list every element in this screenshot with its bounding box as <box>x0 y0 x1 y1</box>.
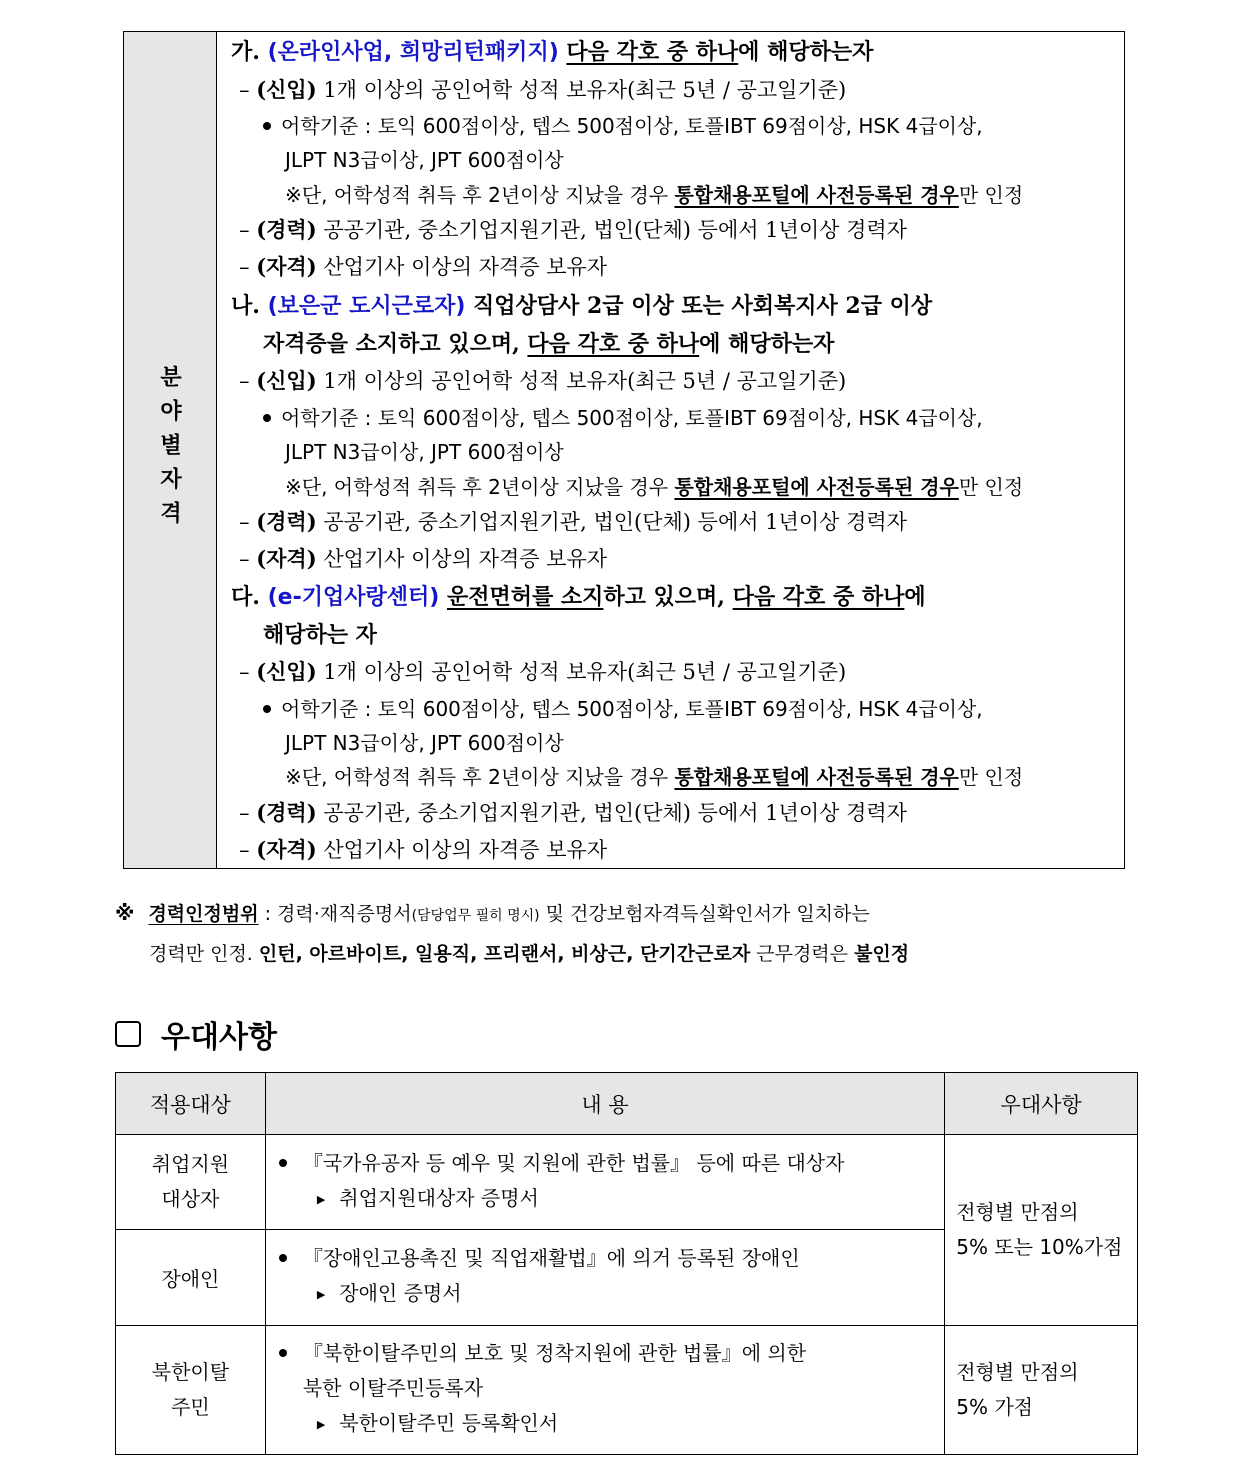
program-name: (e-기업사랑센터) <box>267 585 440 610</box>
career-note-bold: 인턴, 아르바이트, 일용직, 프리랜서, 비상근, 단기간근로자 <box>258 943 751 965</box>
section-ga-heading <box>231 37 873 68</box>
perk-text: 5% 또는 10%가점 <box>956 1235 1123 1259</box>
career-text: 공공기관, 중소기업지원기관, 법인(단체) 등에서 1년이상 경력자 <box>316 218 907 242</box>
section-da-heading <box>231 582 926 613</box>
newcomer-text: 1개 이상의 공인어학 성적 보유자(최근 5년 / 공고일기준) <box>316 78 847 102</box>
newcomer-line: – (신입) 1개 이상의 공인어학 성적 보유자(최근 5년 / 공고일기준) <box>239 659 847 684</box>
content-sub-line <box>279 1276 943 1314</box>
perk-lines <box>946 1355 1136 1425</box>
triangle-right-icon: ▶ <box>316 1288 326 1301</box>
cert-label: (자격) <box>256 546 317 571</box>
column-header: 내 용 <box>265 1073 944 1135</box>
career-note-bold: 불인정 <box>854 943 910 965</box>
content-line <box>279 1241 943 1276</box>
language-criteria-cont: JLPT N3급이상, JPT 600점이상 <box>285 731 564 755</box>
language-criteria-line2 <box>285 728 564 758</box>
note-bold: 통합채용포털에 사전등록된 경우 <box>674 183 959 207</box>
perk-lines <box>946 1195 1136 1265</box>
career-note-small: (담당업무 필히 명시) <box>411 908 540 924</box>
language-criteria-line <box>263 111 983 141</box>
newcomer-text: 1개 이상의 공인어학 성적 보유자(최근 5년 / 공고일기준) <box>316 369 847 393</box>
program-name: (보은군 도시근로자) <box>267 294 466 319</box>
bullet-icon <box>279 1159 287 1167</box>
cert-label: (자격) <box>256 254 317 279</box>
condition-underlined: 다음 각호 중 하나 <box>566 39 739 65</box>
target-text: 대상자 <box>161 1187 220 1211</box>
target-cell <box>116 1326 266 1455</box>
cert-line: – (자격) 산업기사 이상의 자격증 보유자 <box>239 254 608 279</box>
condition-text: 에 해당하는자 <box>738 39 874 65</box>
note-suffix: 만 인정 <box>958 765 1024 789</box>
note-bold: 통합채용포털에 사전등록된 경우 <box>674 765 959 789</box>
newcomer-text: 1개 이상의 공인어학 성적 보유자(최근 5년 / 공고일기준) <box>316 660 847 684</box>
condition-suffix: 에 <box>904 584 926 610</box>
language-criteria-cont: JLPT N3급이상, JPT 600점이상 <box>285 148 564 172</box>
career-note-line2 <box>115 935 909 973</box>
triangle-right-icon: ▶ <box>316 1192 326 1206</box>
section-na-heading <box>231 291 932 322</box>
language-criteria: 어학기준 : 토익 600점이상, 텝스 500점이상, 토플IBT 69점이상, HSK 4급이상, <box>281 697 983 721</box>
section-title: 우대사항 <box>161 1020 277 1055</box>
content-text-cont: 북한 이탈주민등록자 <box>302 1376 484 1400</box>
career-label: (경력) <box>256 800 317 825</box>
career-note-text: : 경력·재직증명서 <box>258 903 412 925</box>
career-text: 공공기관, 중소기업지원기관, 법인(단체) 등에서 1년이상 경력자 <box>316 801 907 825</box>
content-sub-line <box>279 1181 943 1219</box>
content-cell <box>265 1326 944 1455</box>
section-prefix: 가. <box>231 39 260 65</box>
language-criteria-line <box>263 694 983 724</box>
language-criteria: 어학기준 : 토익 600점이상, 텝스 500점이상, 토플IBT 69점이상, HSK 4급이상, <box>281 114 983 138</box>
career-label: (경력) <box>256 217 317 242</box>
section-prefix: 다. <box>231 584 260 610</box>
language-note-line <box>285 180 1023 210</box>
newcomer-label: (신입) <box>256 368 317 393</box>
target-text: 취업지원 <box>151 1152 230 1176</box>
qualification-content <box>217 32 1124 868</box>
note-suffix: 만 인정 <box>958 183 1024 207</box>
target-text: 주민 <box>171 1395 210 1419</box>
career-note-text: 및 건강보험자격득실확인서가 일치하는 <box>539 903 870 925</box>
column-header: 우대사항 <box>945 1073 1138 1135</box>
target-cell <box>116 1135 266 1230</box>
note-text: ※단, 어학성적 취득 후 2년이상 지났을 경우 <box>285 765 675 789</box>
language-criteria-cont: JLPT N3급이상, JPT 600점이상 <box>285 440 564 464</box>
career-note-line1 <box>115 894 909 935</box>
checkbox-icon <box>115 1021 141 1047</box>
table-row <box>116 1326 1138 1455</box>
condition-underlined: 운전면허를 소지 <box>446 584 604 610</box>
condition-underlined: 다음 각호 중 하나 <box>732 584 905 610</box>
target-text: 북한이탈 <box>151 1360 230 1384</box>
content-text: 『장애인고용촉진 및 직업재활법』에 의거 등록된 장애인 <box>302 1246 800 1270</box>
newcomer-line: – (신입) 1개 이상의 공인어학 성적 보유자(최근 5년 / 공고일기준) <box>239 368 847 393</box>
note-suffix: 만 인정 <box>958 475 1024 499</box>
career-line: – (경력) 공공기관, 중소기업지원기관, 법인(단체) 등에서 1년이상 경력자 <box>239 509 907 534</box>
content-lines <box>267 1146 943 1219</box>
bullet-icon <box>279 1254 287 1262</box>
content-lines <box>267 1336 943 1444</box>
career-note-text: 경력만 인정. <box>149 943 259 965</box>
perk-cell <box>945 1326 1138 1455</box>
language-note-line <box>285 762 1023 792</box>
career-line: – (경력) 공공기관, 중소기업지원기관, 법인(단체) 등에서 1년이상 경력자 <box>239 800 907 825</box>
note-text: ※단, 어학성적 취득 후 2년이상 지났을 경우 <box>285 183 675 207</box>
cert-text: 산업기사 이상의 자격증 보유자 <box>316 255 608 279</box>
condition-text: 직업상담사 2급 이상 또는 사회복지사 2급 이상 <box>465 293 933 319</box>
content-line <box>279 1336 943 1371</box>
content-sub-text: 장애인 증명서 <box>339 1281 462 1305</box>
career-line: – (경력) 공공기관, 중소기업지원기관, 법인(단체) 등에서 1년이상 경력자 <box>239 217 907 242</box>
content-cell <box>265 1230 944 1326</box>
note-bold: 통합채용포털에 사전등록된 경우 <box>674 475 959 499</box>
perk-text: 전형별 만점의 <box>956 1200 1079 1224</box>
program-name: (온라인사업, 희망리턴패키지) <box>267 40 559 65</box>
perk-text: 5% 가점 <box>956 1395 1033 1419</box>
cert-text: 산업기사 이상의 자격증 보유자 <box>316 838 608 862</box>
content-lines <box>267 1241 943 1314</box>
reference-mark: ※ <box>115 901 135 925</box>
perk-text: 전형별 만점의 <box>956 1360 1079 1384</box>
language-criteria-line <box>263 403 983 433</box>
language-criteria-line2 <box>285 437 564 467</box>
content-text: 『북한이탈주민의 보호 및 정착지원에 관한 법률』에 의한 <box>302 1341 807 1365</box>
bullet-icon <box>263 705 271 713</box>
career-text: 공공기관, 중소기업지원기관, 법인(단체) 등에서 1년이상 경력자 <box>316 510 907 534</box>
preferences-section-title <box>115 1012 277 1056</box>
section-da-heading-line2 <box>263 620 377 650</box>
content-sub-line <box>279 1406 943 1444</box>
table-header-row <box>116 1073 1138 1135</box>
target-text: 장애인 <box>161 1267 220 1291</box>
newcomer-label: (신입) <box>256 77 317 102</box>
language-criteria-line2 <box>285 145 564 175</box>
content-cell <box>265 1135 944 1230</box>
cert-line: – (자격) 산업기사 이상의 자격증 보유자 <box>239 837 608 862</box>
content-sub-text: 북한이탈주민 등록확인서 <box>339 1411 559 1435</box>
language-note-line <box>285 472 1023 502</box>
newcomer-line: – (신입) 1개 이상의 공인어학 성적 보유자(최근 5년 / 공고일기준) <box>239 77 847 102</box>
career-recognition-note <box>115 894 909 973</box>
bullet-icon <box>263 414 271 422</box>
career-label: (경력) <box>256 509 317 534</box>
condition-text: 자격증을 소지하고 있으며, <box>263 331 528 357</box>
condition-text: 해당하는 자 <box>263 622 377 648</box>
triangle-right-icon: ▶ <box>316 1418 326 1431</box>
content-sub-text: 취업지원대상자 증명서 <box>339 1185 539 1210</box>
cert-label: (자격) <box>256 837 317 862</box>
condition-suffix: 에 해당하는자 <box>699 331 835 357</box>
newcomer-label: (신입) <box>256 659 317 684</box>
cert-line: – (자격) 산업기사 이상의 자격증 보유자 <box>239 546 608 571</box>
bullet-icon <box>263 122 271 130</box>
content-text: 『국가유공자 등 예우 및 지원에 관한 법률』 등에 따른 대상자 <box>302 1150 845 1175</box>
bullet-icon <box>279 1349 287 1357</box>
career-note-text: 근무경력은 <box>750 943 855 965</box>
career-note-title: 경력인정범위 <box>148 903 259 925</box>
table-row <box>116 1135 1138 1230</box>
condition-underlined: 다음 각호 중 하나 <box>527 331 700 357</box>
perk-cell <box>945 1135 1138 1326</box>
preferences-table <box>115 1072 1138 1455</box>
condition-text: 하고 있으며, <box>603 584 733 610</box>
content-line <box>279 1146 943 1181</box>
section-na-heading-line2 <box>263 329 834 359</box>
column-header: 적용대상 <box>116 1073 266 1135</box>
qualification-label-cell <box>124 32 217 868</box>
language-criteria: 어학기준 : 토익 600점이상, 텝스 500점이상, 토플IBT 69점이상, HSK 4급이상, <box>281 406 983 430</box>
note-text: ※단, 어학성적 취득 후 2년이상 지났을 경우 <box>285 475 675 499</box>
qualification-table <box>123 31 1125 869</box>
cert-text: 산업기사 이상의 자격증 보유자 <box>316 547 608 571</box>
section-prefix: 나. <box>231 293 260 319</box>
qualification-label: 분야별자격 <box>156 365 183 535</box>
target-cell <box>116 1230 266 1326</box>
